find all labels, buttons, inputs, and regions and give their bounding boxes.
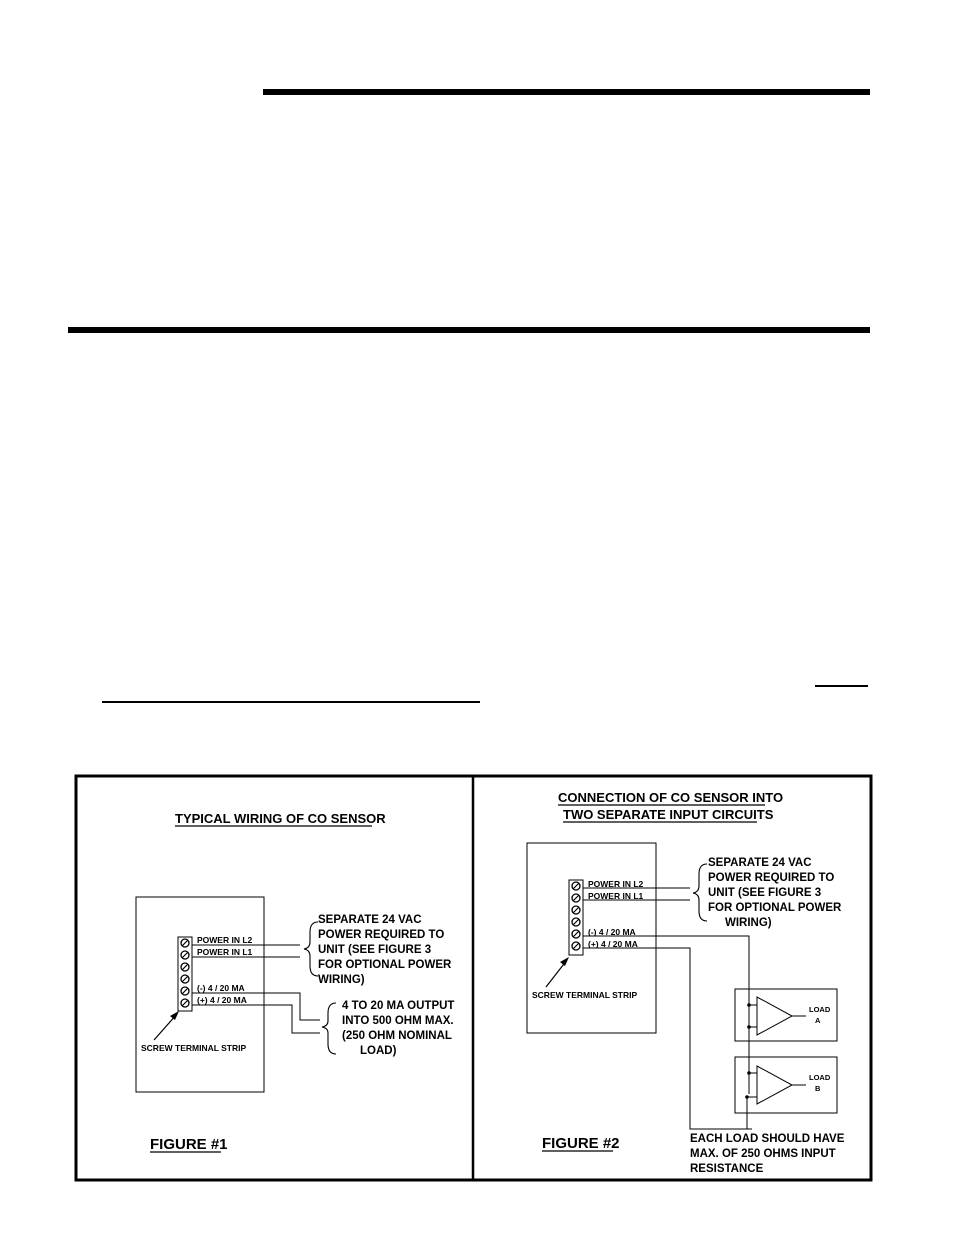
figure2-load-a-label-1: LOAD — [809, 1005, 831, 1014]
figure1-terminal-power-l2: POWER IN L2 — [197, 935, 253, 945]
figure2-title-line1: CONNECTION OF CO SENSOR INTO — [558, 790, 784, 805]
figure1-output-note-3: (250 OHM NOMINAL — [342, 1030, 452, 1042]
figure1-output-note-4: LOAD) — [360, 1045, 397, 1057]
figure1-power-note-1: SEPARATE 24 VAC — [318, 914, 422, 926]
figure2-power-brace — [693, 864, 707, 921]
figure2-load-b-label-2: B — [815, 1084, 821, 1093]
figure1-terminal-plus: (+) 4 / 20 MA — [197, 995, 247, 1005]
figure2-terminal-screws — [572, 882, 580, 950]
figure2-strip-arrowhead — [560, 957, 569, 966]
figure2-load-note-2: MAX. OF 250 OHMS INPUT — [690, 1148, 836, 1160]
figure2-terminal-power-l1: POWER IN L1 — [588, 891, 644, 901]
figure2-load-note-1: EACH LOAD SHOULD HAVE — [690, 1133, 845, 1145]
figure2-terminal-power-l2: POWER IN L2 — [588, 879, 644, 889]
figure1-terminal-minus: (-) 4 / 20 MA — [197, 983, 245, 993]
figure2-load-note-3: RESISTANCE — [690, 1163, 764, 1175]
figure2-terminal-minus: (-) 4 / 20 MA — [588, 927, 636, 937]
figure1-caption: FIGURE #1 — [150, 1136, 228, 1153]
figure1-power-brace — [304, 922, 318, 976]
figure2-load-a-amplifier — [757, 997, 792, 1035]
figure-2 — [527, 790, 845, 1175]
figure1-terminal-power-l1: POWER IN L1 — [197, 947, 253, 957]
figure2-strip-label: SCREW TERMINAL STRIP — [532, 990, 638, 1000]
figure1-power-note-4: FOR OPTIONAL POWER — [318, 959, 452, 971]
figure2-terminal-plus: (+) 4 / 20 MA — [588, 939, 638, 949]
figure2-power-note-2: POWER REQUIRED TO — [708, 872, 835, 884]
figure1-power-note-2: POWER REQUIRED TO — [318, 929, 445, 941]
figure1-power-note-3: UNIT (SEE FIGURE 3 — [318, 944, 432, 956]
figure-1 — [136, 811, 454, 1153]
figure2-power-note-1: SEPARATE 24 VAC — [708, 857, 812, 869]
figure2-load-b-box — [735, 1057, 837, 1113]
figure1-strip-label: SCREW TERMINAL STRIP — [141, 1043, 247, 1053]
figure2-caption: FIGURE #2 — [542, 1135, 620, 1152]
figure2-power-note-4: FOR OPTIONAL POWER — [708, 902, 842, 914]
figure1-title: TYPICAL WIRING OF CO SENSOR — [175, 811, 386, 826]
figure2-junction-dots — [745, 1003, 751, 1099]
figure2-title-line2: TWO SEPARATE INPUT CIRCUITS — [563, 807, 774, 822]
figure1-terminal-strip — [178, 937, 192, 1011]
figure1-output-brace — [322, 1003, 336, 1054]
figure2-power-note-5: WIRING) — [725, 917, 772, 929]
figure2-load-a-label-2: A — [815, 1016, 821, 1025]
figure1-output-note-1: 4 TO 20 MA OUTPUT — [342, 1000, 455, 1012]
figure1-strip-arrowhead — [170, 1011, 179, 1020]
figure2-power-note-3: UNIT (SEE FIGURE 3 — [708, 887, 822, 899]
figure2-load-b-label-1: LOAD — [809, 1073, 831, 1082]
figure1-power-note-5: WIRING) — [318, 974, 365, 986]
figure1-output-note-2: INTO 500 OHM MAX. — [342, 1015, 454, 1027]
figure2-load-b-amplifier — [757, 1066, 792, 1104]
figure2-sensor-box — [527, 843, 656, 1033]
figure2-load-a-box — [735, 989, 837, 1041]
figure1-terminal-screws — [181, 939, 189, 1007]
